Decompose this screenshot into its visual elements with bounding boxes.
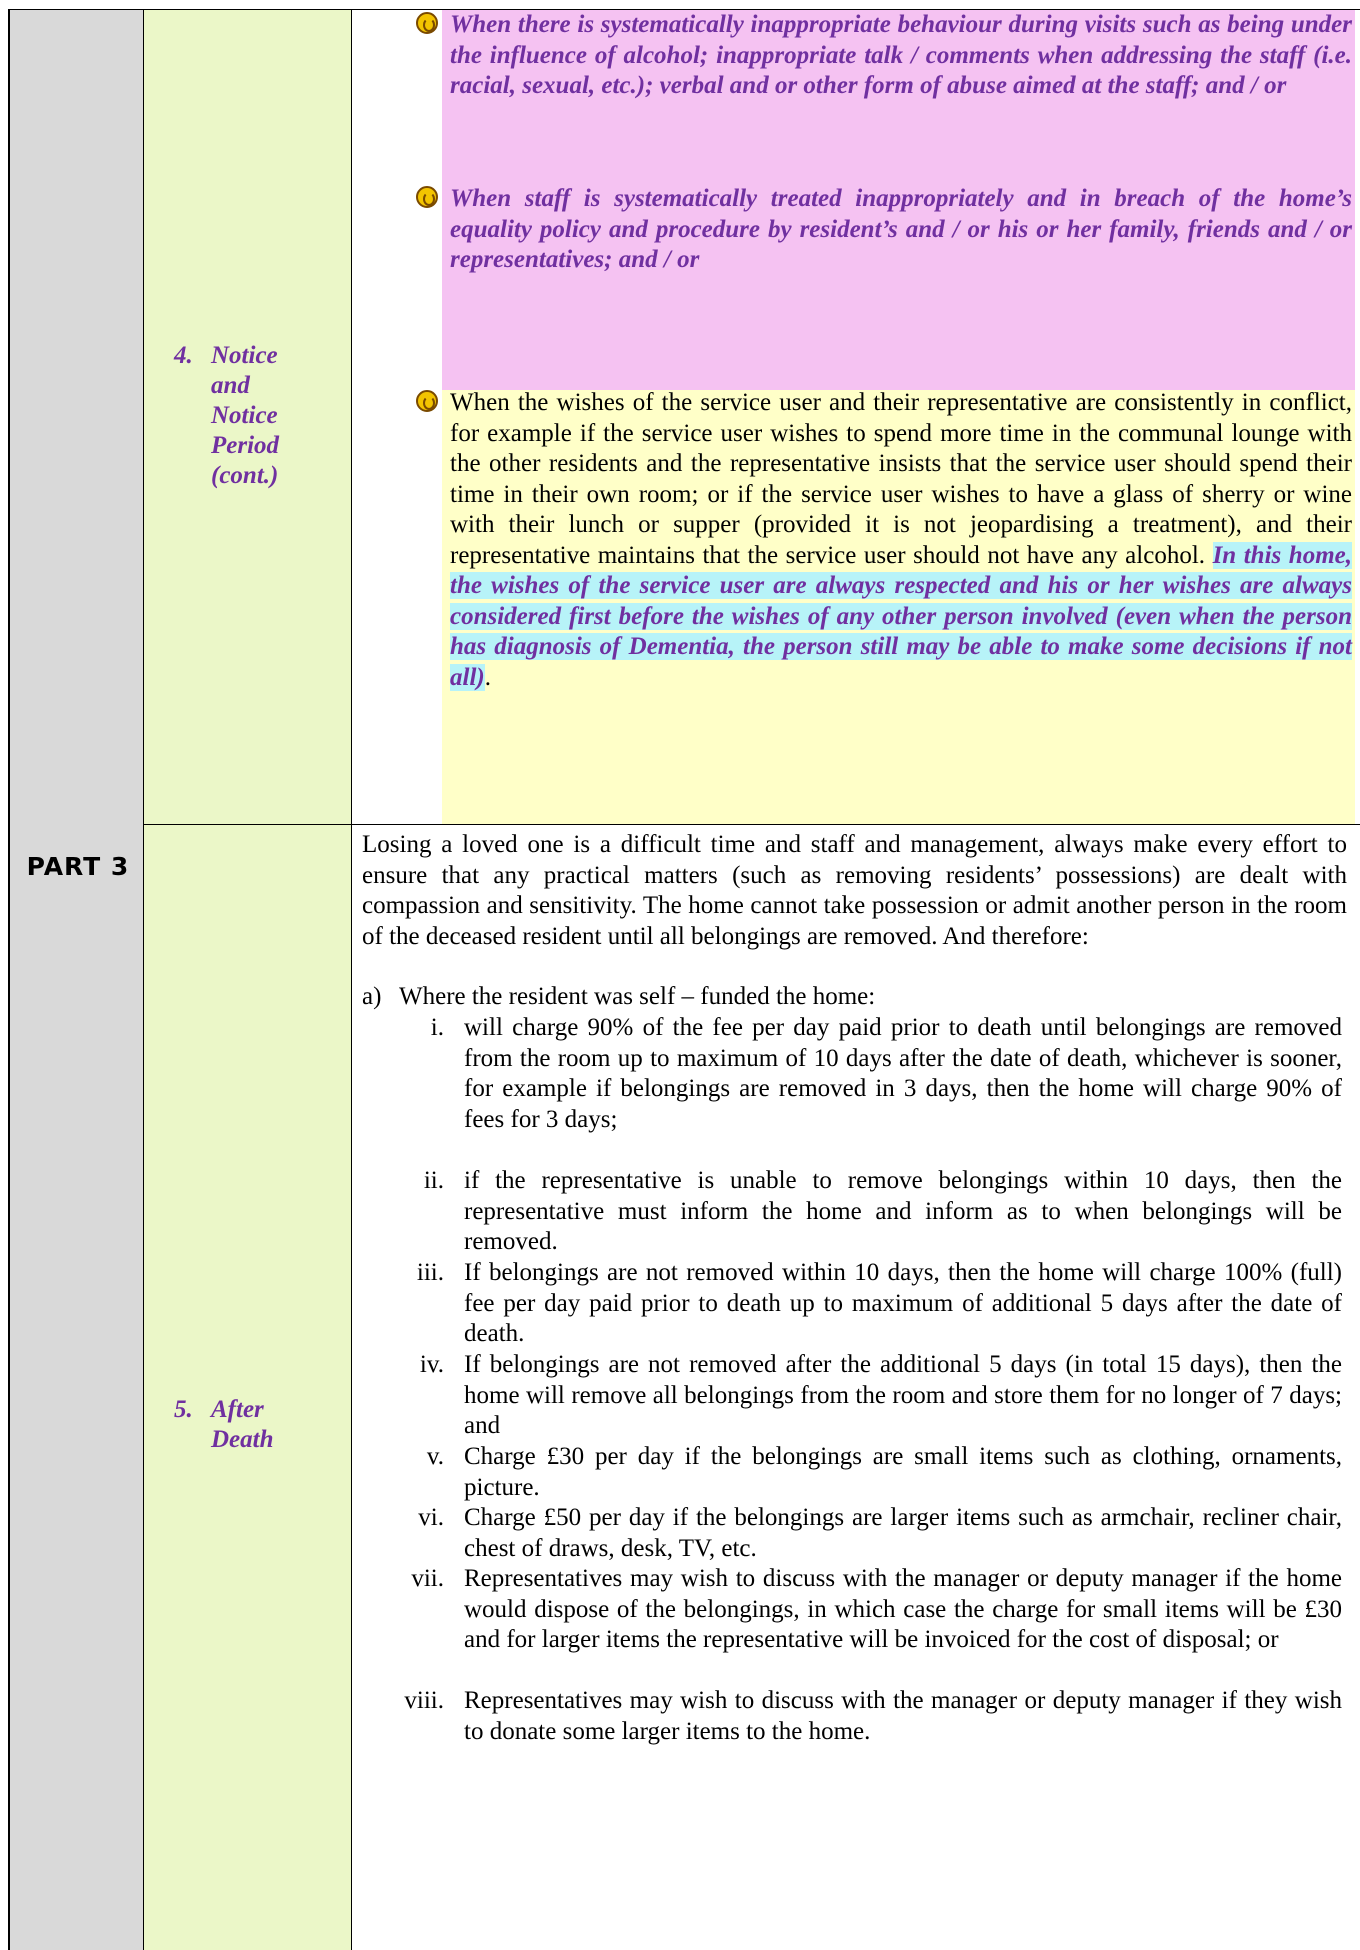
conflict-plain-text: When the wishes of the service user and their representative are consistently in conflict, for example if the service user wishes to spend more time in the communal lounge with the other residents and the representative insists that the service user should spend their time in their own room; or if the service user wishes to have a glass of sherry or wine with their lunch or supper (provided it is not jeopardising a treatment), and their representative maintains that the service user should not have any alcohol. [450,389,1352,569]
list-number: viii. [404,1687,444,1714]
notice-bullet-text: When staff is systematically treated inappropriately and in breach of the home’s equality policy and procedure by resident’s and / or his or her family, friends and / or representatives; and / or [450,185,1352,273]
list-text: will charge 90% of the fee per day paid prior to death until belongings are removed from the room up to maximum of 10 days after the date of death, whichever is sooner, for example if belongings are removed in 3 days, then the home will charge 90% of fees for 3 days; [464,1014,1342,1133]
list-number: v. [426,1443,444,1470]
list-text: If belongings are not removed within 10 days, then the home will charge 100% (full) fee per day paid prior to death up to maximum of additional 5 days after the date of death. [464,1259,1342,1347]
list-number: iv. [419,1351,444,1378]
notice-bullet-text: When there is systematically inappropriate behaviour during visits such as being under the influence of alcohol; inappropriate talk / comments when addressing the staff (i.e. racial, sexual, etc.); verbal and or other form of abuse aimed at the staff; and / or [450,11,1352,99]
list-number: ii. [423,1167,444,1194]
list-text: Representatives may wish to discuss with the manager or deputy manager if they wish to donate some larger items to the home. [464,1687,1342,1745]
list-text: Charge £50 per day if the belongings are larger items such as armchair, recliner chair, chest of draws, desk, TV, etc. [464,1504,1342,1562]
section-cell-notice [144,9,352,824]
list-text: Charge £30 per day if the belongings are small items such as clothing, ornaments, picture. [464,1443,1342,1501]
list-a-text: Where the resident was self – funded the home: [399,983,876,1010]
list-number: vi. [418,1504,444,1531]
list-number: i. [430,1014,444,1041]
section-name: Notice and Notice Period (cont.) [211,342,280,489]
notice-content-cell [352,9,1360,824]
section-name: After Death [211,1396,274,1453]
hand-pointer-icon [416,186,438,208]
list-text: If belongings are not removed after the additional 5 days (in total 15 days), then the home will remove all belongings from the room and store them for no longer of 7 days; and [464,1351,1342,1439]
list-number: vii. [411,1565,444,1592]
after-death-content-cell [352,824,1360,1950]
conflict-highlight-text: In this home, the wishes of the service user are always respected and his or her wishes are always considered first before the wishes of any other person involved (even when the person has diagnosis of Dementia, the person still may be able to make some decisions if not all) [450,541,1352,691]
part-label: PART 3 [26,852,130,881]
hand-pointer-icon [416,390,438,412]
list-text: if the representative is unable to remove belongings within 10 days, then the representative must inform the home and inform as to when belongings will be removed. [464,1167,1342,1255]
section-number: 4. [174,342,193,369]
after-death-intro: Losing a loved one is a difficult time and staff and management, always make every effort to ensure that any practical matters (such as removing residents’ possessions) are dealt with compassion and sensitivity. The home cannot take possession or admit another person in the room of the deceased resident until all belongings are removed. And therefore: [362,831,1347,950]
section-number: 5. [174,1396,193,1423]
notice-bullet-text-conflict [450,388,1352,693]
hand-pointer-icon [416,12,438,34]
list-number: iii. [416,1259,444,1286]
list-text: Representatives may wish to discuss with the manager or deputy manager if the home would dispose of the belongings, in which case the charge for small items will be £30 and for larger items the representative will be invoiced for the cost of disposal; or [464,1565,1342,1653]
conflict-end: . [484,663,491,691]
section-cell-after-death [144,824,352,1950]
part-column [8,9,144,1950]
list-a-label: a) [362,983,382,1010]
